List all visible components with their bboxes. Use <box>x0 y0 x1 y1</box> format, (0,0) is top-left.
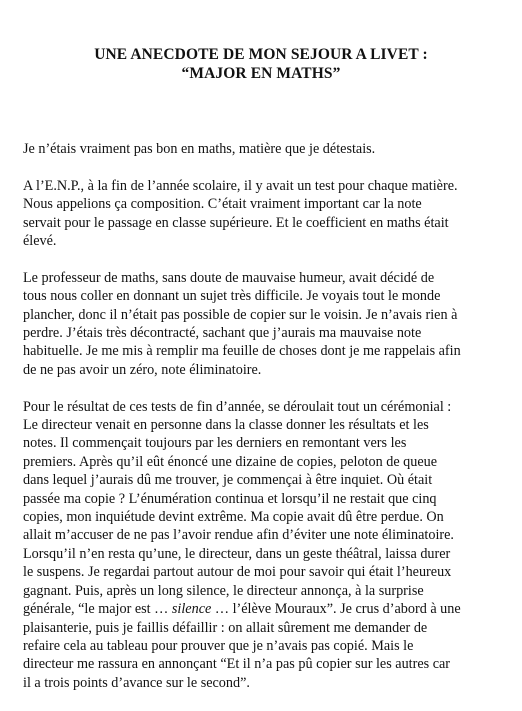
text-line: dans lequel j’aurais dû me trouver, je commençai à être inquiet. Où était <box>23 472 433 489</box>
text-line: perdre. J’étais très décontracté, sachant que j’aurais ma mauvaise note <box>23 325 422 342</box>
text-line: Le professeur de maths, sans doute de mauvaise humeur, avait décidé de <box>23 269 435 286</box>
paragraph-2 <box>23 177 503 251</box>
text-line: élevé. <box>23 233 57 250</box>
text-line: notes. Il commençait toujours par les derniers en remontant vers les <box>23 435 407 452</box>
text-line: habituelle. Je me mis à remplir ma feuille de choses dont je me rappelais afin <box>23 343 461 360</box>
text-line: plancher, donc il n’était pas possible de copier sur le voisin. Je n’avais rien à <box>23 306 458 323</box>
text-line: servait pour le passage en classe supérieure. Et le coefficient en maths était <box>23 214 449 231</box>
paragraph-3 <box>23 269 503 379</box>
text-line: il a trois points d’avance sur le second”. <box>23 674 250 691</box>
text-line: plaisanterie, puis je faillis défaillir : on allait sûrement me demander de <box>23 619 428 636</box>
text-line: passée ma copie ? L’énumération continua et lorsqu’il ne restait que cinq <box>23 490 437 507</box>
text-line: refaire cela au tableau pour prouver que je n’avais pas copié. Mais le <box>23 637 414 654</box>
text-line: tous nous coller en donnant un sujet très difficile. Je voyais tout le monde <box>23 288 441 305</box>
text-line: Je n’étais vraiment pas bon en maths, matière que je détestais. <box>23 141 376 157</box>
text-line: allait m’accuser de ne pas l’avoir rendue afin d’éviter une note éliminatoire. <box>23 527 454 544</box>
text-fragment: … l’élève Mouraux”. Je crus d’abord à une <box>211 601 461 618</box>
document-title-line-2: “MAJOR EN MATHS” <box>181 65 341 82</box>
text-line: Nous appelions ça composition. C’était vraiment important car la note <box>23 196 422 213</box>
text-line: A l’E.N.P., à la fin de l’année scolaire, il y avait un test pour chaque matière. <box>23 177 458 194</box>
italic-word: silence <box>171 601 212 618</box>
text-line-with-italic <box>23 600 503 618</box>
text-line: Le directeur venait en personne dans la classe donner les résultats et les <box>23 417 429 434</box>
paragraph-1 <box>23 140 503 158</box>
text-fragment: générale, “le major est … <box>23 601 172 618</box>
document-body <box>23 140 503 711</box>
text-line: gagnant. Puis, après un long silence, le directeur annonça, à la surprise <box>23 582 424 599</box>
text-line: Pour le résultat de ces tests de fin d’année, se déroulait tout un cérémonial : <box>23 398 452 415</box>
document-title-line-1: UNE ANECDOTE DE MON SEJOUR A LIVET : <box>94 46 428 63</box>
text-line: le suspens. Je regardai partout autour de moi pour savoir qui était l’heureux <box>23 564 452 581</box>
text-line: premiers. Après qu’il eût énoncé une dizaine de copies, peloton de queue <box>23 453 438 470</box>
text-line: Lorsqu’il n’en resta qu’une, le directeur, dans un geste théâtral, laissa durer <box>23 545 451 562</box>
text-line: copies, mon inquiétude devint extrême. Ma copie avait dû être perdue. On <box>23 509 444 526</box>
paragraph-4 <box>23 398 503 693</box>
text-line: de ne pas avoir un zéro, note éliminatoire. <box>23 361 262 378</box>
text-line: directeur me rassura en annonçant “Et il n’a pas pû copier sur les autres car <box>23 656 451 673</box>
